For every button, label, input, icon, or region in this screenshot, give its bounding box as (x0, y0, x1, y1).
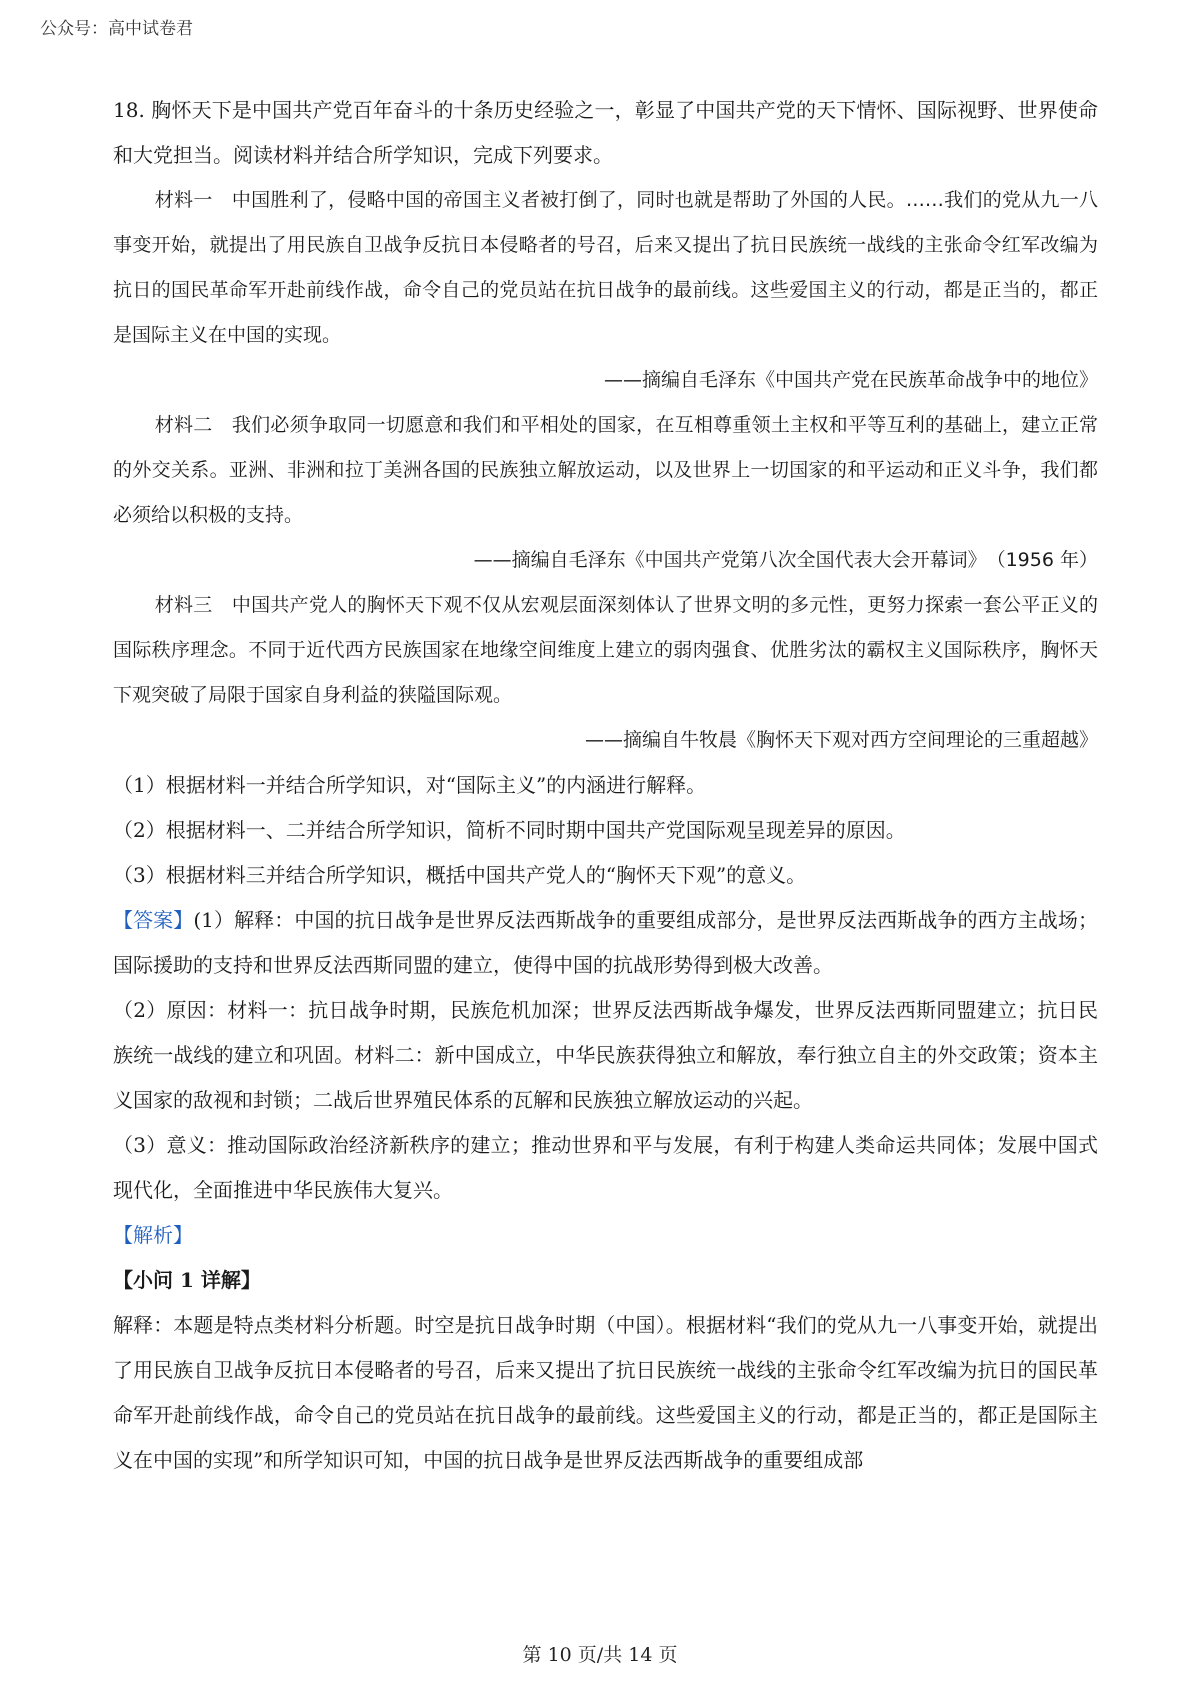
answer-part-1-text: (1）解释：中国的抗日战争是世界反法西斯战争的重要组成部分，是世界反法西斯战争的西方主战场；国际援助的支持和世界反法西斯同盟的建立，使得中国的抗战形势得到极大改善。 (113, 908, 1098, 977)
answer-part-3: （3）意义：推动国际政治经济新秩序的建立；推动世界和平与发展，有利于构建人类命运共同体；发展中国式现代化，全面推进中华民族伟大复兴。 (113, 1133, 1098, 1202)
header-account-label: 公众号：高中试卷君 (40, 19, 193, 39)
analysis-text: 解释：本题是特点类材料分析题。时空是抗日战争时期（中国）。根据材料“我们的党从九一八事变开始，就提出了用民族自卫战争反抗日本侵略者的号召，后来又提出了抗日民族统一战线的主张命令红军改编为抗日的国民革命军开赴前线作战，命令自己的党员站在抗日战争的最前线。这些爱国主义的行动，都是正当的，都正是国际主义在中国的实现”和所学知识可知，中国的抗日战争是世界反法西斯战争的重要组成部 (113, 1313, 1098, 1472)
question-stem: 18. 胸怀天下是中国共产党百年奋斗的十条历史经验之一，彰显了中国共产党的天下情怀、国际视野、世界使命和大党担当。阅读材料并结合所学知识，完成下列要求。 (113, 98, 1098, 167)
analysis-subheading: 【小问 1 详解】 (113, 1268, 261, 1292)
material-1-source: ——摘编自毛泽东《中国共产党在民族革命战争中的地位》 (603, 369, 1098, 391)
material-3-source: ——摘编自牛牧晨《胸怀天下观对西方空间理论的三重超越》 (584, 729, 1098, 751)
answer-part-2: （2）原因：材料一：抗日战争时期，民族危机加深；世界反法西斯战争爆发，世界反法西斯同盟建立；抗日民族统一战线的建立和巩固。材料二：新中国成立，中华民族获得独立和解放，奉行独立自主的外交政策；资本主义国家的敌视和封锁；二战后世界殖民体系的瓦解和民族独立解放运动的兴起。 (113, 998, 1098, 1112)
material-1-text: 材料一 中国胜利了，侵略中国的帝国主义者被打倒了，同时也就是帮助了外国的人民。……我们的党从九一八事变开始，就提出了用民族自卫战争反抗日本侵略者的号召，后来又提出了抗日民族统一战线的主张命令红军改编为抗日的国民革命军开赴前线作战，命令自己的党员站在抗日战争的最前线。这些爱国主义的行动，都是正当的，都正是国际主义在中国的实现。 (113, 189, 1098, 346)
material-2-text: 材料二 我们必须争取同一切愿意和我们和平相处的国家，在互相尊重领土主权和平等互利的基础上，建立正常的外交关系。亚洲、非洲和拉丁美洲各国的民族独立解放运动，以及世界上一切国家的和平运动和正义斗争，我们都必须给以积极的支持。 (113, 414, 1098, 526)
sub-question-3: （3）根据材料三并结合所学知识，概括中国共产党人的“胸怀天下观”的意义。 (113, 863, 807, 887)
page-number-footer: 第 10 页/共 14 页 (522, 1644, 678, 1666)
page-content (113, 88, 1098, 1483)
analysis-tag: 【解析】 (113, 1223, 193, 1247)
material-3-text: 材料三 中国共产党人的胸怀天下观不仅从宏观层面深刻体认了世界文明的多元性，更努力探索一套公平正义的国际秩序理念。不同于近代西方民族国家在地缘空间维度上建立的弱肉强食、优胜劣汰的霸权主义国际秩序，胸怀天下观突破了局限于国家自身利益的狭隘国际观。 (113, 594, 1098, 706)
answer-part-1 (113, 898, 1098, 988)
material-2-source: ——摘编自毛泽东《中国共产党第八次全国代表大会开幕词》 （1956 年） (473, 549, 1098, 571)
answer-tag: 【答案】 (113, 908, 194, 932)
sub-question-2: （2）根据材料一、二并结合所学知识，简析不同时期中国共产党国际观呈现差异的原因。 (113, 818, 906, 842)
sub-question-1: （1）根据材料一并结合所学知识，对“国际主义”的内涵进行解释。 (113, 773, 707, 797)
